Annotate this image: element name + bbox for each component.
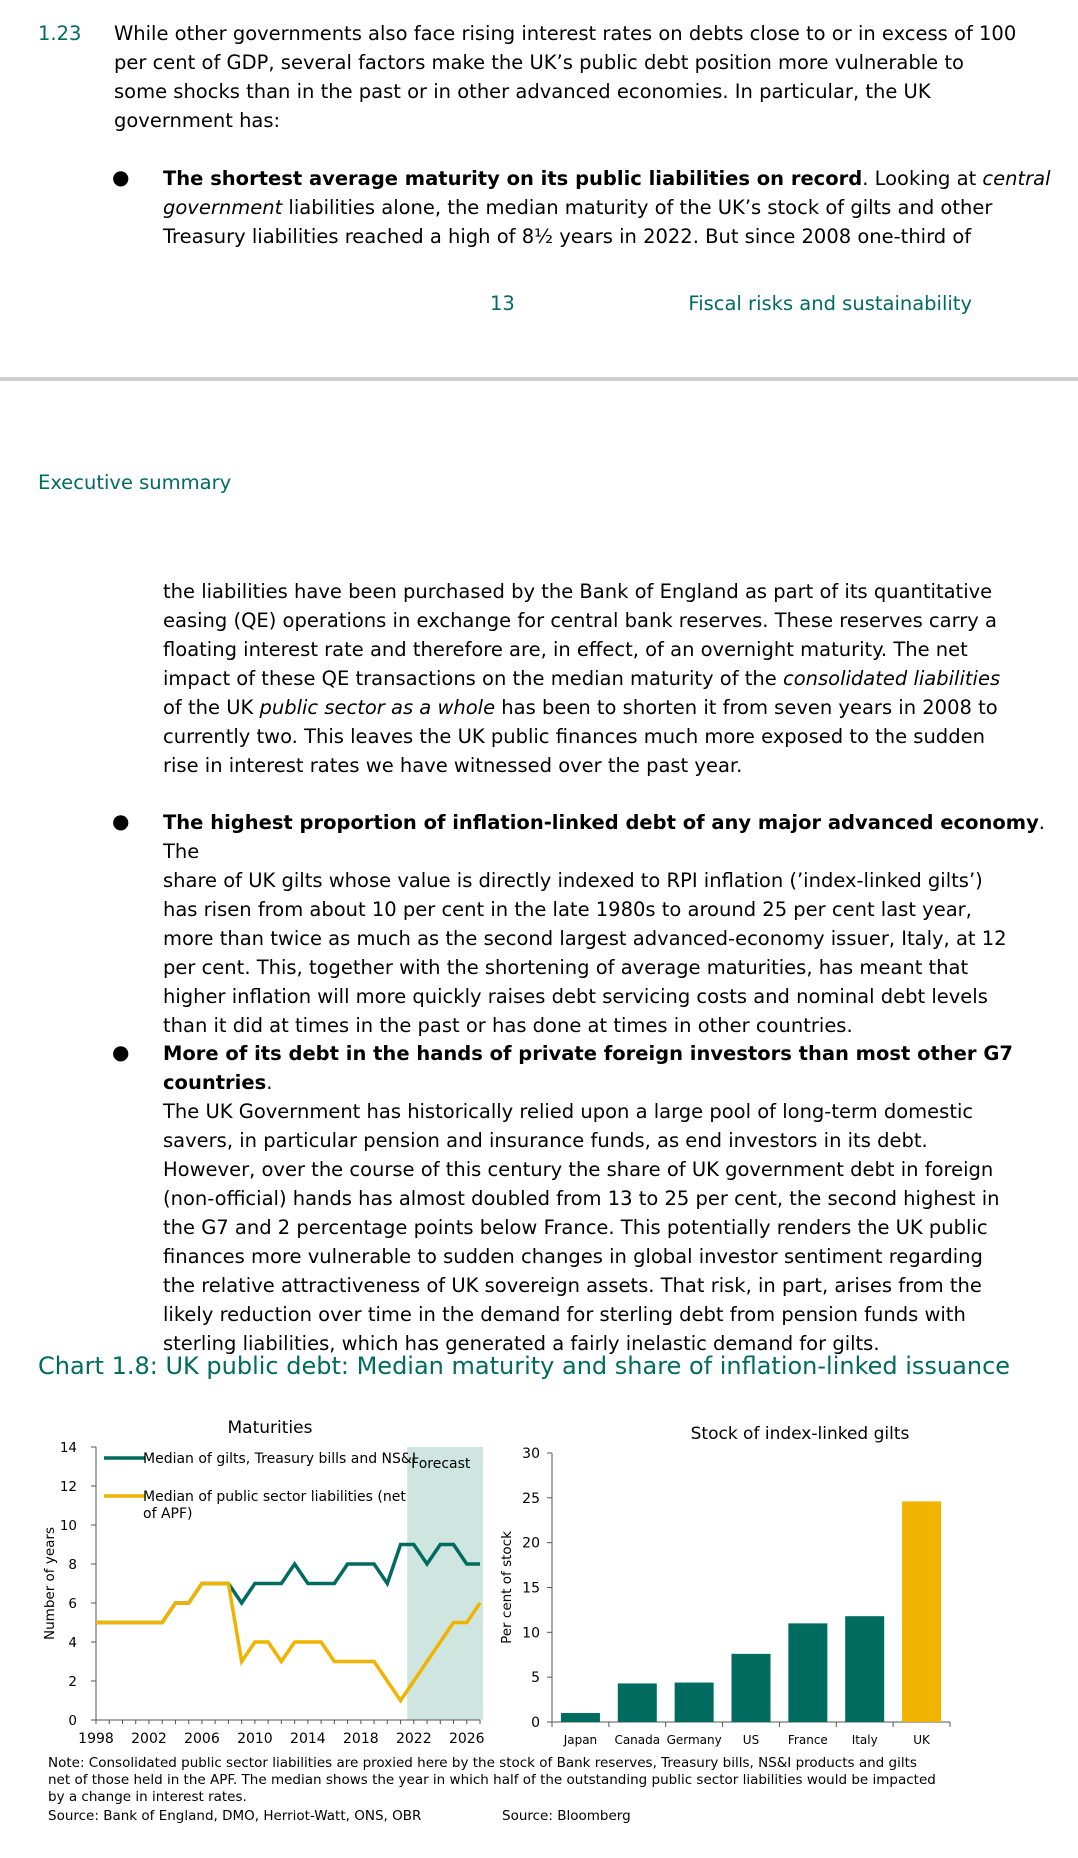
bullet-heading: More of its debt in the hands of private foreign investors than most other G7 countries xyxy=(163,1042,1013,1094)
text-line: than it did at times in the past or has done at times in other countries. xyxy=(163,1014,853,1037)
forecast-shading xyxy=(407,1447,483,1720)
bullet-marker: ● xyxy=(112,165,130,189)
charts-svg xyxy=(0,1405,1078,1750)
bar-canada xyxy=(618,1683,657,1722)
page-divider xyxy=(0,377,1078,381)
note-line: by a change in interest rates. xyxy=(48,1789,247,1805)
text-line: Treasury liabilities reached a high of 8½ years in 2022. But since 2008 one-third of xyxy=(163,225,972,248)
text-line: savers, in particular pension and insurance funds, as end investors in its debt. xyxy=(163,1129,928,1152)
y-tick-label: 10 xyxy=(59,1518,77,1534)
text-line: some shocks than in the past or in other advanced economies. In particular, the UK xyxy=(114,80,931,103)
y-tick-label: 12 xyxy=(59,1479,77,1495)
x-tick-label: 2014 xyxy=(290,1731,326,1747)
paragraph-number: 1.23 xyxy=(38,22,82,45)
x-tick-label: UK xyxy=(913,1733,930,1747)
y-tick-label: 14 xyxy=(59,1440,77,1456)
text-line: The UK Government has historically relied upon a large pool of long-term domestic xyxy=(163,1100,974,1123)
bar-japan xyxy=(561,1713,600,1722)
source-right: Source: Bloomberg xyxy=(502,1808,631,1824)
y-tick-label: 4 xyxy=(68,1635,77,1651)
note-line: net of those held in the APF. The median shows the year in which half of the outstanding public sector liabilities would be impacted xyxy=(48,1772,936,1788)
bar-germany xyxy=(675,1683,714,1722)
text-line: share of UK gilts whose value is directly indexed to RPI inflation (’index-linked gilts’) xyxy=(163,869,983,892)
bar-us xyxy=(732,1654,771,1722)
text-line: While other governments also face rising interest rates on debts close to or in excess of 100 xyxy=(114,22,1017,45)
text-line: floating interest rate and therefore are, in effect, of an overnight maturity. The net xyxy=(163,638,968,661)
text-line: the liabilities have been purchased by the Bank of England as part of its quantitative xyxy=(163,580,993,603)
note-line: Note: Consolidated public sector liabilities are proxied here by the stock of Bank reserves, Treasury bills, NS&I products and gilts xyxy=(48,1755,917,1771)
text-line: of the UK public sector as a whole has been to shorten it from seven years in 2008 to xyxy=(163,696,998,719)
y-tick-label: 20 xyxy=(522,1535,540,1552)
x-tick-label: 2022 xyxy=(395,1731,432,1747)
bullet-shortest-maturity xyxy=(163,164,1051,251)
y-tick-label: 8 xyxy=(68,1557,77,1573)
text-line: sterling liabilities, which has generated a fairly inelastic demand for gilts. xyxy=(163,1332,880,1355)
text-line: rise in interest rates we have witnessed over the past year. xyxy=(163,754,743,777)
x-tick-label: Japan xyxy=(563,1733,598,1747)
text-line: per cent. This, together with the shortening of average maturities, has meant that xyxy=(163,956,969,979)
bar-uk xyxy=(902,1501,941,1722)
text-line: easing (QE) operations in exchange for central bank reserves. These reserves carry a xyxy=(163,609,997,632)
y-axis-label: Number of years xyxy=(42,1527,58,1640)
y-tick-label: 5 xyxy=(531,1670,540,1687)
x-tick-label: Italy xyxy=(851,1733,878,1747)
text-line: (non-official) hands has almost doubled from 13 to 25 per cent, the second highest in xyxy=(163,1187,1000,1210)
text-line: the G7 and 2 percentage points below France. This potentially renders the UK public xyxy=(163,1216,988,1239)
text-line: the relative attractiveness of UK sovereign assets. That risk, in part, arises from the xyxy=(163,1274,982,1297)
page-header: Executive summary xyxy=(38,471,232,494)
legend-label-line: Median of public sector liabilities (net xyxy=(143,1489,406,1505)
x-tick-label: 2006 xyxy=(184,1731,220,1747)
x-tick-label: 2026 xyxy=(448,1731,485,1747)
forecast-label: Forecast xyxy=(411,1456,471,1472)
text-line: More of its debt in the hands of private foreign investors than most other G7 countries. xyxy=(163,1042,1013,1094)
bullet-continuation xyxy=(163,577,1000,780)
bullet-heading: The shortest average maturity on its public liabilities on record xyxy=(163,167,863,190)
text-line: likely reduction over time in the demand for sterling debt from pension funds with xyxy=(163,1303,966,1326)
x-tick-label: 2018 xyxy=(343,1731,379,1747)
index-linked-chart xyxy=(499,1424,950,1747)
page-number: 13 xyxy=(490,292,515,315)
x-tick-label: 2010 xyxy=(237,1731,273,1747)
source-left: Source: Bank of England, DMO, Herriot-Watt, ONS, OBR xyxy=(48,1808,422,1824)
bullet-inflation-linked xyxy=(163,808,1078,1040)
y-tick-label: 25 xyxy=(522,1490,540,1507)
y-tick-label: 30 xyxy=(522,1446,540,1462)
x-tick-label: Canada xyxy=(614,1733,661,1747)
y-tick-label: 0 xyxy=(68,1713,77,1729)
text-line: government liabilities alone, the median maturity of the UK’s stock of gilts and other xyxy=(163,196,993,219)
x-tick-label: US xyxy=(742,1733,760,1747)
y-tick-label: 0 xyxy=(531,1715,540,1731)
text-line: per cent of GDP, several factors make the UK’s public debt position more vulnerable to xyxy=(114,51,964,74)
text-line: impact of these QE transactions on the median maturity of the consolidated liabilities xyxy=(163,667,1001,690)
y-tick-label: 2 xyxy=(68,1674,77,1690)
y-tick-label: 6 xyxy=(68,1596,77,1612)
text-line: finances more vulnerable to sudden changes in global investor sentiment regarding xyxy=(163,1245,983,1268)
bullet-heading: The highest proportion of inflation-linked debt of any major advanced economy xyxy=(163,811,1039,834)
footer-title: Fiscal risks and sustainability xyxy=(688,292,972,315)
bullet-marker: ● xyxy=(112,809,130,833)
text-line: more than twice as much as the second largest advanced-economy issuer, Italy, at 12 xyxy=(163,927,1007,950)
text-line: government has: xyxy=(114,109,281,132)
maturities-chart xyxy=(42,1418,485,1747)
bar-italy xyxy=(845,1616,884,1722)
bullet-foreign-investors xyxy=(163,1039,1078,1358)
chart-title: Stock of index-linked gilts xyxy=(690,1424,910,1444)
x-tick-label: 2002 xyxy=(131,1731,167,1747)
chart-note xyxy=(48,1755,936,1806)
paragraph-1-23 xyxy=(114,19,1016,135)
legend-label xyxy=(143,1489,406,1522)
bar-france xyxy=(788,1623,827,1722)
y-tick-label: 15 xyxy=(522,1580,540,1597)
chart-heading: Chart 1.8: UK public debt: Median maturity and share of inflation-linked issuance xyxy=(38,1352,1011,1380)
x-tick-label: Germany xyxy=(666,1733,722,1747)
legend-label: Median of gilts, Treasury bills and NS&I xyxy=(143,1451,416,1467)
text-line: The shortest average maturity on its public liabilities on record. Looking at central xyxy=(163,167,1051,190)
chart-title: Maturities xyxy=(227,1418,313,1438)
text-line: currently two. This leaves the UK public finances much more exposed to the sudden xyxy=(163,725,985,748)
x-tick-label: 1998 xyxy=(78,1731,114,1747)
legend-label-line: of APF) xyxy=(143,1506,193,1522)
x-tick-label: France xyxy=(787,1733,828,1747)
bullet-marker: ● xyxy=(112,1040,130,1064)
y-axis-label: Per cent of stock xyxy=(499,1531,515,1644)
text-line: However, over the course of this century the share of UK government debt in foreign xyxy=(163,1158,994,1181)
text-line: has risen from about 10 per cent in the late 1980s to around 25 per cent last year, xyxy=(163,898,972,921)
text-line: The highest proportion of inflation-linked debt of any major advanced economy. The xyxy=(163,811,1045,863)
text-line: higher inflation will more quickly raises debt servicing costs and nominal debt levels xyxy=(163,985,988,1008)
y-tick-label: 10 xyxy=(522,1625,540,1642)
